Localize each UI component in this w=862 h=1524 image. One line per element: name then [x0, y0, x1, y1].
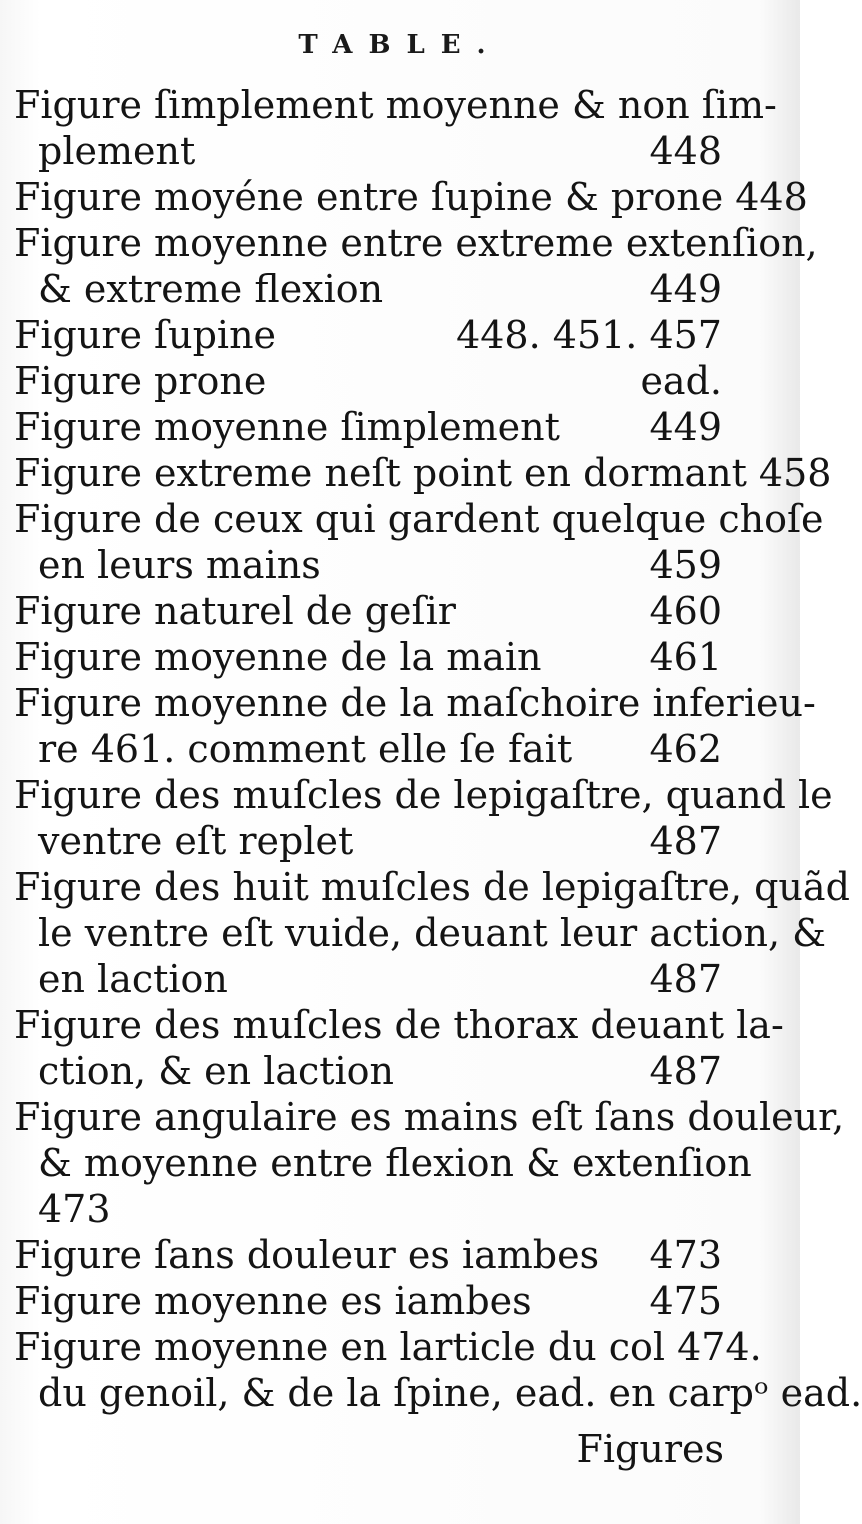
- entry-continuation-line: [14, 1186, 722, 1232]
- entry-continuation-line: [14, 128, 722, 174]
- entry-line: [14, 174, 808, 220]
- entry-text: Figure des muſcles de thorax deuant la-: [14, 1003, 784, 1047]
- entry-text: ction, & en laction: [38, 1049, 395, 1093]
- index-entry: [14, 404, 722, 450]
- entry-line: [14, 1232, 722, 1278]
- entry-continuation-line: [14, 726, 722, 772]
- index-entry: [14, 772, 833, 864]
- page-reference: 449: [649, 267, 722, 311]
- entry-text: en laction: [38, 957, 228, 1001]
- entry-line: [14, 634, 722, 680]
- entry-continuation-line: [14, 1140, 752, 1186]
- page-reference: 487: [649, 819, 722, 863]
- index-entry: [14, 634, 722, 680]
- entry-text: re 461. comment elle ſe fait: [38, 727, 573, 771]
- page-reference: 462: [649, 727, 722, 771]
- index-entry: [14, 1094, 845, 1232]
- page-reference: 448. 451. 457: [456, 313, 722, 357]
- page-reference: 458: [758, 451, 832, 495]
- entry-line: [14, 450, 832, 496]
- entry-text: Figure des huit muſcles de lepigaſtre, quãd: [14, 865, 850, 909]
- entry-line: [14, 1002, 784, 1048]
- entry-text: Figure de ceux qui gardent quelque choſe: [14, 497, 824, 541]
- entry-line: [14, 312, 722, 358]
- entry-text: Figure angulaire es mains eſt ſans douleur,: [14, 1095, 845, 1139]
- page-reference: 459: [649, 543, 722, 587]
- entry-line: [14, 82, 777, 128]
- entry-line: [14, 1278, 722, 1324]
- page-reference: 448: [649, 129, 722, 173]
- page-reference: 474.: [677, 1325, 762, 1369]
- page-reference: 448: [735, 175, 808, 219]
- entry-line: [14, 496, 824, 542]
- entry-text: 473: [38, 1187, 111, 1231]
- entry-continuation-line: [14, 956, 722, 1002]
- entry-line: [14, 680, 816, 726]
- entry-continuation-line: [14, 542, 722, 588]
- index-entry: [14, 1278, 722, 1324]
- entry-line: [14, 358, 722, 404]
- entry-text: Figure naturel de geſir: [14, 589, 456, 633]
- page-reference: 487: [649, 1049, 722, 1093]
- index-entry: [14, 450, 832, 496]
- entry-continuation-line: [14, 910, 826, 956]
- entry-text: Figure moyenne ſimplement: [14, 405, 560, 449]
- entry-text: & moyenne entre flexion & extenſion: [38, 1141, 752, 1185]
- page-reference: 473: [649, 1233, 722, 1277]
- entry-line: [14, 1324, 762, 1370]
- entry-text: Figure ſupine: [14, 313, 277, 357]
- index-entry: [14, 680, 816, 772]
- entry-line: [14, 588, 722, 634]
- entry-continuation-line: [14, 818, 722, 864]
- entry-text: Figure moyéne entre ſupine & prone: [14, 175, 724, 219]
- entry-text: le ventre eſt vuide, deuant leur action, &: [38, 911, 826, 955]
- index-entry: [14, 358, 722, 404]
- entry-text: & extreme flexion: [38, 267, 384, 311]
- page-reference: 461: [649, 635, 722, 679]
- page-reference: ead.: [780, 1371, 862, 1415]
- index-entry: [14, 864, 850, 1002]
- page-reference: 449: [649, 405, 722, 449]
- entry-text: Figure ſimplement moyenne & non ſim-: [14, 83, 777, 127]
- index-entry: [14, 588, 722, 634]
- entry-line: [14, 1094, 845, 1140]
- index-entry: [14, 220, 818, 312]
- entry-continuation-line: [14, 1048, 722, 1094]
- page-reference: 460: [649, 589, 722, 633]
- entry-text: Figure prone: [14, 359, 267, 403]
- entry-text: Figure moyenne de la maſchoire inferieu-: [14, 681, 816, 725]
- entry-text: Figure moyenne es iambes: [14, 1279, 532, 1323]
- entry-text: Figure ſans douleur es iambes: [14, 1233, 600, 1277]
- index-entry: [14, 496, 824, 588]
- page-reference: ead.: [640, 359, 722, 403]
- index-entry: [14, 312, 722, 358]
- entry-text: du genoil, & de la ſpine, ead. en carpᵒ: [38, 1371, 769, 1415]
- entry-text: Figure extreme neſt point en dormant: [14, 451, 747, 495]
- entry-line: [14, 864, 850, 910]
- entry-text: ventre eſt replet: [38, 819, 354, 863]
- index-entry: [14, 174, 808, 220]
- index-entry: [14, 1232, 722, 1278]
- page-header: TABLE.: [298, 30, 502, 60]
- entry-text: plement: [38, 129, 196, 173]
- index-entry: [14, 1324, 862, 1416]
- entry-text: Figure moyenne de la main: [14, 635, 542, 679]
- entry-text: Figure moyenne en larticle du col: [14, 1325, 666, 1369]
- entry-line: [14, 220, 818, 266]
- entry-continuation-line: [14, 1370, 862, 1416]
- entry-line: [14, 772, 833, 818]
- entry-text: Figure moyenne entre extreme extenſion,: [14, 221, 818, 265]
- index-entry: [14, 82, 777, 174]
- index-entry: [14, 1002, 784, 1094]
- catchword: Figures: [576, 1427, 724, 1471]
- page-reference: 475: [649, 1279, 722, 1323]
- page-reference: 487: [649, 957, 722, 1001]
- entry-line: [14, 404, 722, 450]
- entry-text: en leurs mains: [38, 543, 321, 587]
- index-entries: [14, 82, 862, 1416]
- entry-continuation-line: [14, 266, 722, 312]
- entry-text: Figure des muſcles de lepigaſtre, quand le: [14, 773, 833, 817]
